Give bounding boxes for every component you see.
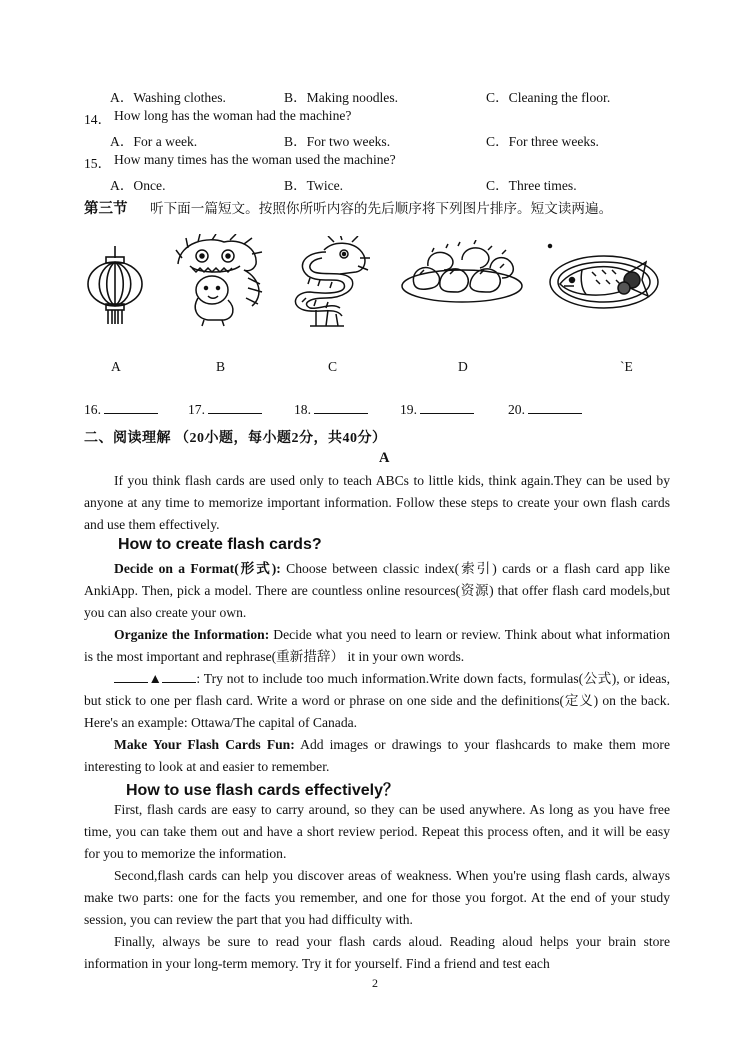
dragon-icon bbox=[286, 236, 370, 328]
answer-blank-16[interactable]: 16. bbox=[84, 399, 158, 418]
step-decide-format-text: Choose between classic index(索引) cards or a flash card app like AnkiApp. Then, pick a model. There are countless online resources(资源) that offer flash card models,but you can also create your own. bbox=[84, 561, 670, 620]
lantern-icon bbox=[84, 244, 146, 326]
dumplings-icon bbox=[400, 240, 524, 306]
q13-option-a: A．Washing clothes. bbox=[110, 90, 226, 105]
create-section-title: How to create flash cards? bbox=[118, 536, 322, 553]
q15-option-a: A．Once. bbox=[110, 178, 166, 193]
fish-dish-icon bbox=[546, 240, 660, 312]
step-decide-format bbox=[84, 558, 670, 623]
answer-blank-17[interactable]: 17. bbox=[188, 399, 262, 418]
q13-option-b: B．Making noodles. bbox=[284, 90, 399, 105]
reading-heading: 二、阅读理解 （20小题，每小题2分，共40分） bbox=[84, 431, 387, 446]
step-decide-format-label: Decide on a Format(形式): bbox=[114, 561, 281, 576]
q14-option-b: B．For two weeks. bbox=[284, 134, 391, 149]
q13-options bbox=[0, 86, 752, 106]
step-organize-label: Organize the Information: bbox=[114, 627, 270, 642]
section3-header bbox=[0, 197, 752, 217]
q15-option-b: B．Twice. bbox=[284, 178, 344, 193]
q14-number: 14． bbox=[84, 112, 112, 127]
page-number: 2 bbox=[372, 976, 378, 990]
picture-label-d: D bbox=[458, 359, 468, 374]
q14-options bbox=[0, 130, 752, 150]
paragraph-second: Second,flash cards can help you discover areas of weakness. When you're using flash cards, always make two parts: one for the facts you remember, and one for those you forgot. At the end of your study session, you can review the part that you had difficulty with. bbox=[84, 868, 670, 927]
q13-option-c: C．Cleaning the floor. bbox=[486, 90, 611, 105]
paragraph-finally: Finally, always be sure to read your flash cards aloud. Reading aloud helps your brain store information in your long-term memory. Try it for yourself. Find a friend and test each bbox=[84, 934, 670, 971]
step-make-fun-text: Add images or drawings to your flashcards to make them more interesting to look at and easier to remember. bbox=[84, 737, 670, 774]
q15-options bbox=[0, 174, 752, 194]
picture-label-c: C bbox=[328, 359, 338, 374]
answer-blank-19[interactable]: 19. bbox=[400, 399, 474, 418]
q14-question bbox=[0, 108, 752, 128]
section3-title: 第三节 bbox=[84, 201, 128, 217]
section3-instruction: 听下面一篇短文。按照你所听内容的先后顺序将下列图片排序。短文读两遍。 bbox=[150, 201, 613, 216]
q15-number: 15． bbox=[84, 156, 112, 171]
q15-text: How many times has the woman used the machine? bbox=[114, 152, 396, 167]
paragraph-first: First, flash cards are easy to carry around, so they can be used anywhere. As long as you have free time, you can take them out and have a short review period. Repeat this process often, and it will be easy for you to memorize the information. bbox=[84, 802, 670, 861]
missing-title-blank-right[interactable] bbox=[162, 668, 196, 683]
step-organize-text: Decide what you need to learn or review. Think about what information is the most important and rephrase(重新措辞） it in your own words. bbox=[84, 627, 671, 664]
step-missing-title bbox=[84, 668, 670, 733]
answer-blank-18[interactable]: 18. bbox=[294, 399, 368, 418]
q15-option-c: C．Three times. bbox=[486, 178, 577, 193]
picture-label-b: B bbox=[216, 359, 226, 374]
use-section-title: How to use flash cards effectively？ bbox=[126, 782, 399, 799]
passage-label: A bbox=[379, 450, 390, 466]
missing-title-marker: ▲ bbox=[148, 671, 163, 686]
picture-label-e: `E bbox=[620, 359, 633, 374]
step-missing-title-text: : Try not to include too much information.Write down facts, formulas(公式), or ideas, but stick to one per flash card. Write a word or phrase on one side and the definitions(定义) on the back. Here's an example: Ottawa/The capital of Canada. bbox=[84, 671, 670, 730]
passage-intro: If you think flash cards are used only to teach ABCs to little kids, think again.They can be used by anyone at any time to memorize important information. Follow these steps to create your own flash cards and use them effectively. bbox=[84, 473, 670, 532]
q15-question bbox=[0, 152, 752, 172]
q14-option-a: A．For a week. bbox=[110, 134, 198, 149]
step-make-fun bbox=[84, 734, 670, 778]
step-make-fun-label: Make Your Flash Cards Fun: bbox=[114, 737, 295, 752]
q14-text: How long has the woman had the machine? bbox=[114, 108, 352, 123]
picture-label-a: A bbox=[111, 359, 121, 374]
lion-dance-icon bbox=[168, 234, 268, 328]
answer-blanks bbox=[0, 399, 752, 419]
answer-blank-20[interactable]: 20. bbox=[508, 399, 582, 418]
missing-title-blank-left[interactable] bbox=[114, 668, 148, 683]
step-organize bbox=[84, 624, 670, 668]
q14-option-c: C．For three weeks. bbox=[486, 134, 599, 149]
